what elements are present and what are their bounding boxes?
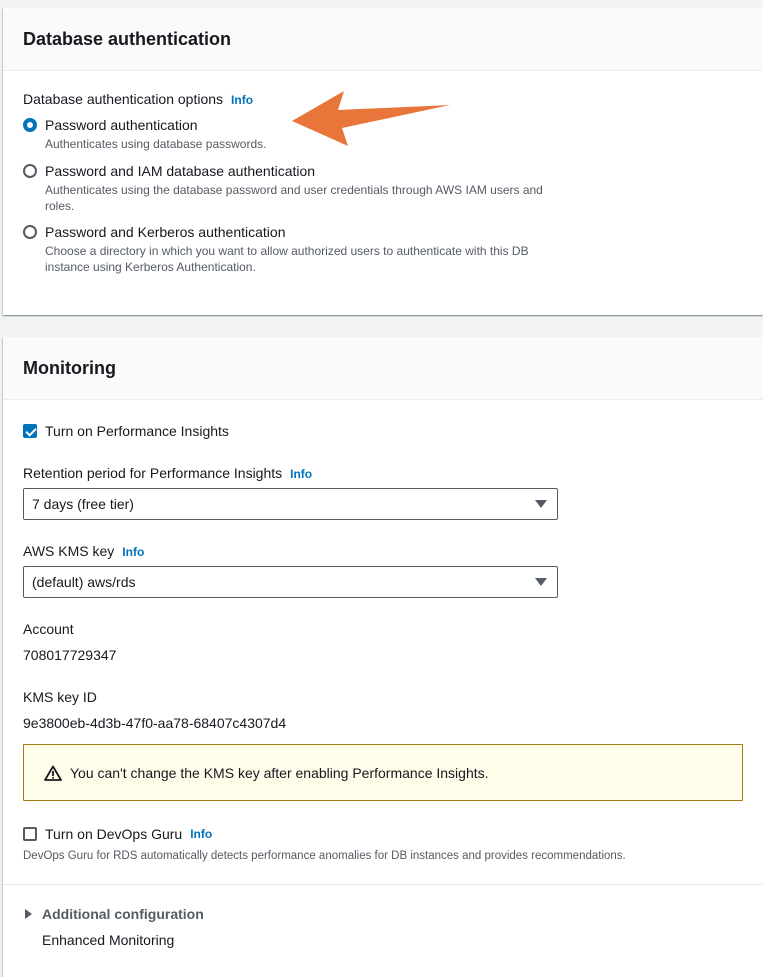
enhanced-monitoring-label: Enhanced Monitoring [42,932,175,948]
database-authentication-panel [3,8,763,315]
devops-guru-desc: DevOps Guru for RDS automatically detects performance anomalies for DB instances and provides recommendations. [23,850,626,862]
devops-guru-label: Turn on DevOps Guru [45,826,183,842]
radio-option-password-iam[interactable] [23,163,563,214]
caret-down-icon [535,578,547,586]
radio-password-kerberos-label: Password and Kerberos authentication [45,224,286,240]
retention-select[interactable] [23,488,558,520]
perf-insights-toggle[interactable] [23,423,229,439]
auth-options-label-text: Database authentication options [23,91,224,107]
radio-password-kerberos-desc: Choose a directory in which you want to allow authorized users to authenticate with this DB instance using Kerberos Authentication. [45,244,529,274]
auth-options-label [23,91,253,107]
monitoring-panel [3,337,763,977]
radio-password-iam[interactable] [23,164,37,178]
radio-password-iam-label: Password and IAM database authentication [45,163,316,179]
perf-insights-checkbox[interactable] [23,424,37,438]
account-label: Account [23,621,74,637]
monitoring-title: Monitoring [23,357,116,378]
kms-key-info-link[interactable]: Info [122,545,145,559]
kms-key-label [23,543,144,559]
kms-warning-alert [23,744,743,801]
perf-insights-label: Turn on Performance Insights [45,423,229,439]
retention-select-value: 7 days (free tier) [32,496,134,512]
additional-configuration-expander[interactable] [25,906,204,922]
kms-key-label-text: AWS KMS key [23,543,115,559]
section-divider [3,884,763,885]
warning-icon [44,765,62,781]
retention-label [23,465,312,481]
radio-password-iam-desc: Authenticates using the database password and user credentials through AWS IAM users and roles. [45,183,543,213]
account-value: 708017729347 [23,647,117,663]
annotation-arrow-icon [288,88,458,148]
kms-key-select-value: (default) aws/rds [32,574,136,590]
kms-warning-text: You can't change the KMS key after enabling Performance Insights. [70,764,489,781]
radio-password-desc: Authenticates using database passwords. [45,137,267,151]
kms-key-select[interactable] [23,566,558,598]
radio-option-password[interactable] [23,117,266,152]
radio-password-label: Password authentication [45,117,198,133]
database-authentication-header [3,8,763,71]
retention-label-text: Retention period for Performance Insights [23,465,283,481]
retention-info-link[interactable]: Info [290,467,313,481]
caret-down-icon [535,500,547,508]
caret-right-icon [25,909,32,919]
monitoring-header [3,337,763,400]
auth-options-info-link[interactable]: Info [231,93,254,107]
devops-guru-toggle[interactable] [23,826,212,842]
kms-key-id-label: KMS key ID [23,689,97,705]
kms-key-id-value: 9e3800eb-4d3b-47f0-aa78-68407c4307d4 [23,715,287,731]
database-authentication-title: Database authentication [23,28,232,49]
radio-password[interactable] [23,118,37,132]
additional-configuration-label: Additional configuration [42,906,204,922]
devops-guru-checkbox[interactable] [23,827,37,841]
devops-guru-info-link[interactable]: Info [190,827,213,841]
radio-option-password-kerberos[interactable] [23,224,563,275]
radio-password-kerberos[interactable] [23,225,37,239]
